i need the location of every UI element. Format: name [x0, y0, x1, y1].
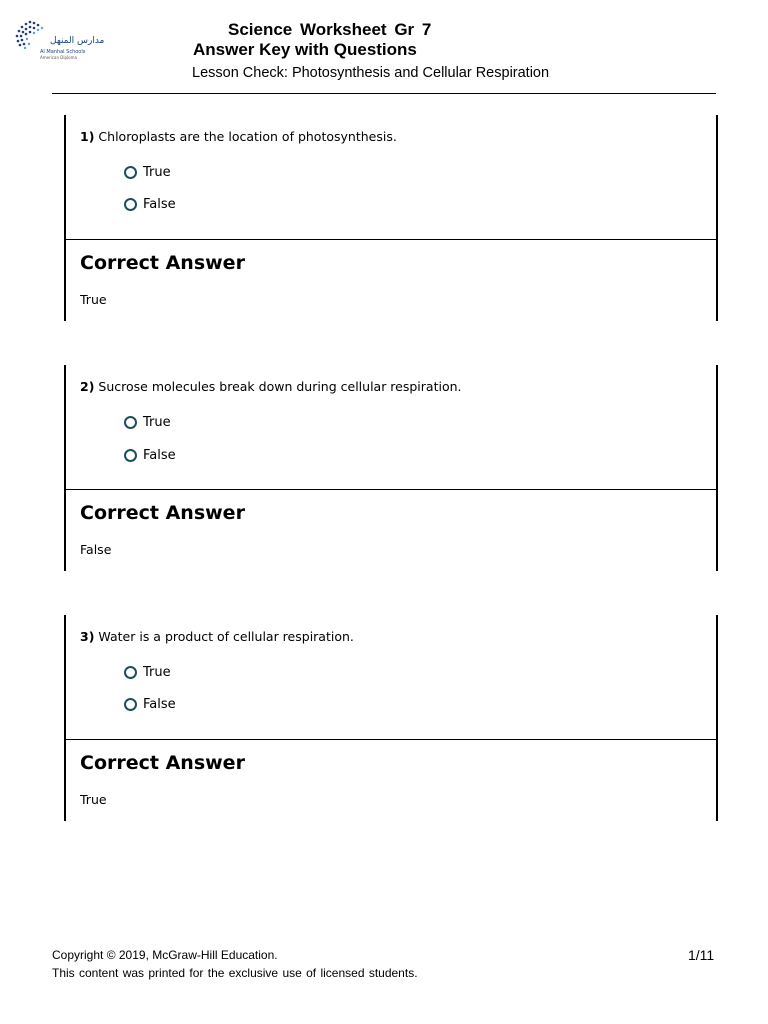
question-block-1 — [64, 115, 718, 321]
option-true[interactable] — [124, 665, 171, 680]
answer-value: False — [80, 542, 112, 557]
question-prompt: Sucrose molecules break down during cellular respiration. — [98, 379, 462, 394]
answer-area — [66, 740, 716, 821]
radio-icon[interactable] — [124, 666, 137, 679]
option-label: True — [143, 665, 171, 680]
logo-english-text: Al Manhal Schools — [40, 49, 86, 55]
radio-icon[interactable] — [124, 698, 137, 711]
page-number: 1/11 — [688, 947, 715, 963]
answer-area — [66, 240, 716, 321]
option-label: True — [143, 415, 171, 430]
option-false[interactable] — [124, 697, 176, 712]
option-false[interactable] — [124, 448, 176, 463]
question-text — [80, 379, 462, 394]
answer-value: True — [80, 292, 107, 307]
option-true[interactable] — [124, 415, 171, 430]
radio-icon[interactable] — [124, 198, 137, 211]
option-label: False — [143, 697, 176, 712]
logo-subtitle-text: American Diploma — [40, 55, 77, 60]
question-area — [66, 615, 716, 740]
radio-icon[interactable] — [124, 166, 137, 179]
question-block-3 — [64, 615, 718, 821]
footer-copyright: Copyright © 2019, McGraw-Hill Education. — [52, 948, 278, 962]
question-number: 3) — [80, 629, 95, 644]
question-text — [80, 129, 397, 144]
question-area — [66, 115, 716, 240]
question-block-2 — [64, 365, 718, 571]
option-label: False — [143, 448, 176, 463]
question-prompt: Water is a product of cellular respiration. — [98, 629, 354, 644]
page-title: Science Worksheet Gr 7 — [228, 20, 432, 39]
school-logo — [14, 20, 105, 64]
option-label: False — [143, 197, 176, 212]
page-subtitle: Answer Key with Questions — [193, 40, 417, 59]
answer-heading: Correct Answer — [80, 502, 245, 524]
question-prompt: Chloroplasts are the location of photosynthesis. — [98, 129, 397, 144]
question-number: 2) — [80, 379, 95, 394]
header-divider — [52, 93, 716, 94]
radio-icon[interactable] — [124, 449, 137, 462]
option-false[interactable] — [124, 197, 176, 212]
answer-heading: Correct Answer — [80, 752, 245, 774]
lesson-title: Lesson Check: Photosynthesis and Cellular Respiration — [192, 65, 550, 81]
answer-area — [66, 490, 716, 571]
footer-license: This content was printed for the exclusive use of licensed students. — [52, 966, 418, 980]
question-number: 1) — [80, 129, 95, 144]
question-area — [66, 365, 716, 490]
option-label: True — [143, 165, 171, 180]
answer-heading: Correct Answer — [80, 252, 245, 274]
radio-icon[interactable] — [124, 416, 137, 429]
question-text — [80, 629, 354, 644]
option-true[interactable] — [124, 165, 171, 180]
logo-arabic-text: مدارس المنهل — [50, 36, 105, 46]
answer-value: True — [80, 792, 107, 807]
